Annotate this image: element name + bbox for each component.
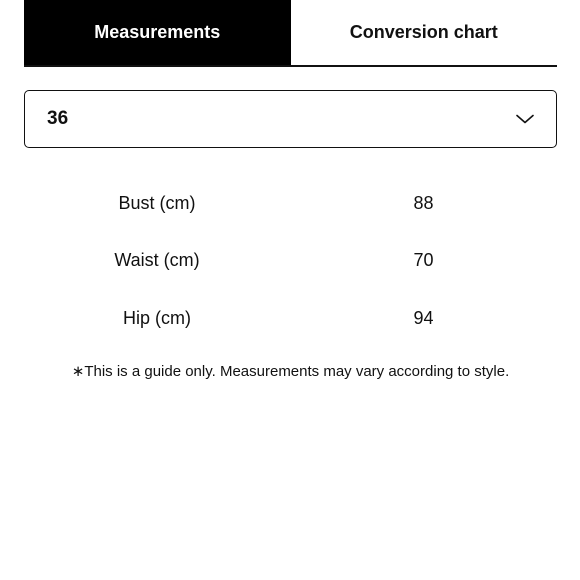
tab-measurements[interactable] [24,0,291,65]
measurement-value: 94 [413,307,434,328]
measurement-label: Bust (cm) [118,192,196,213]
tab-conversion-chart-label: Conversion chart [349,22,498,42]
guide-disclaimer: ∗This is a guide only. Measurements may vary according to style. [71,363,510,380]
tab-bar [24,0,557,67]
tab-conversion-chart[interactable] [291,0,558,65]
measurement-row-hip [24,303,557,333]
measurement-row-bust [24,188,557,218]
measurement-label: Hip (cm) [123,307,191,328]
measurement-value: 70 [413,249,434,270]
measurement-label: Waist (cm) [114,249,200,270]
chevron-down-icon [516,114,534,124]
tab-measurements-label: Measurements [94,22,221,42]
measurement-value: 88 [413,192,434,213]
size-select-value: 36 [47,108,69,129]
measurement-row-waist [24,245,557,275]
size-select[interactable] [24,90,557,148]
